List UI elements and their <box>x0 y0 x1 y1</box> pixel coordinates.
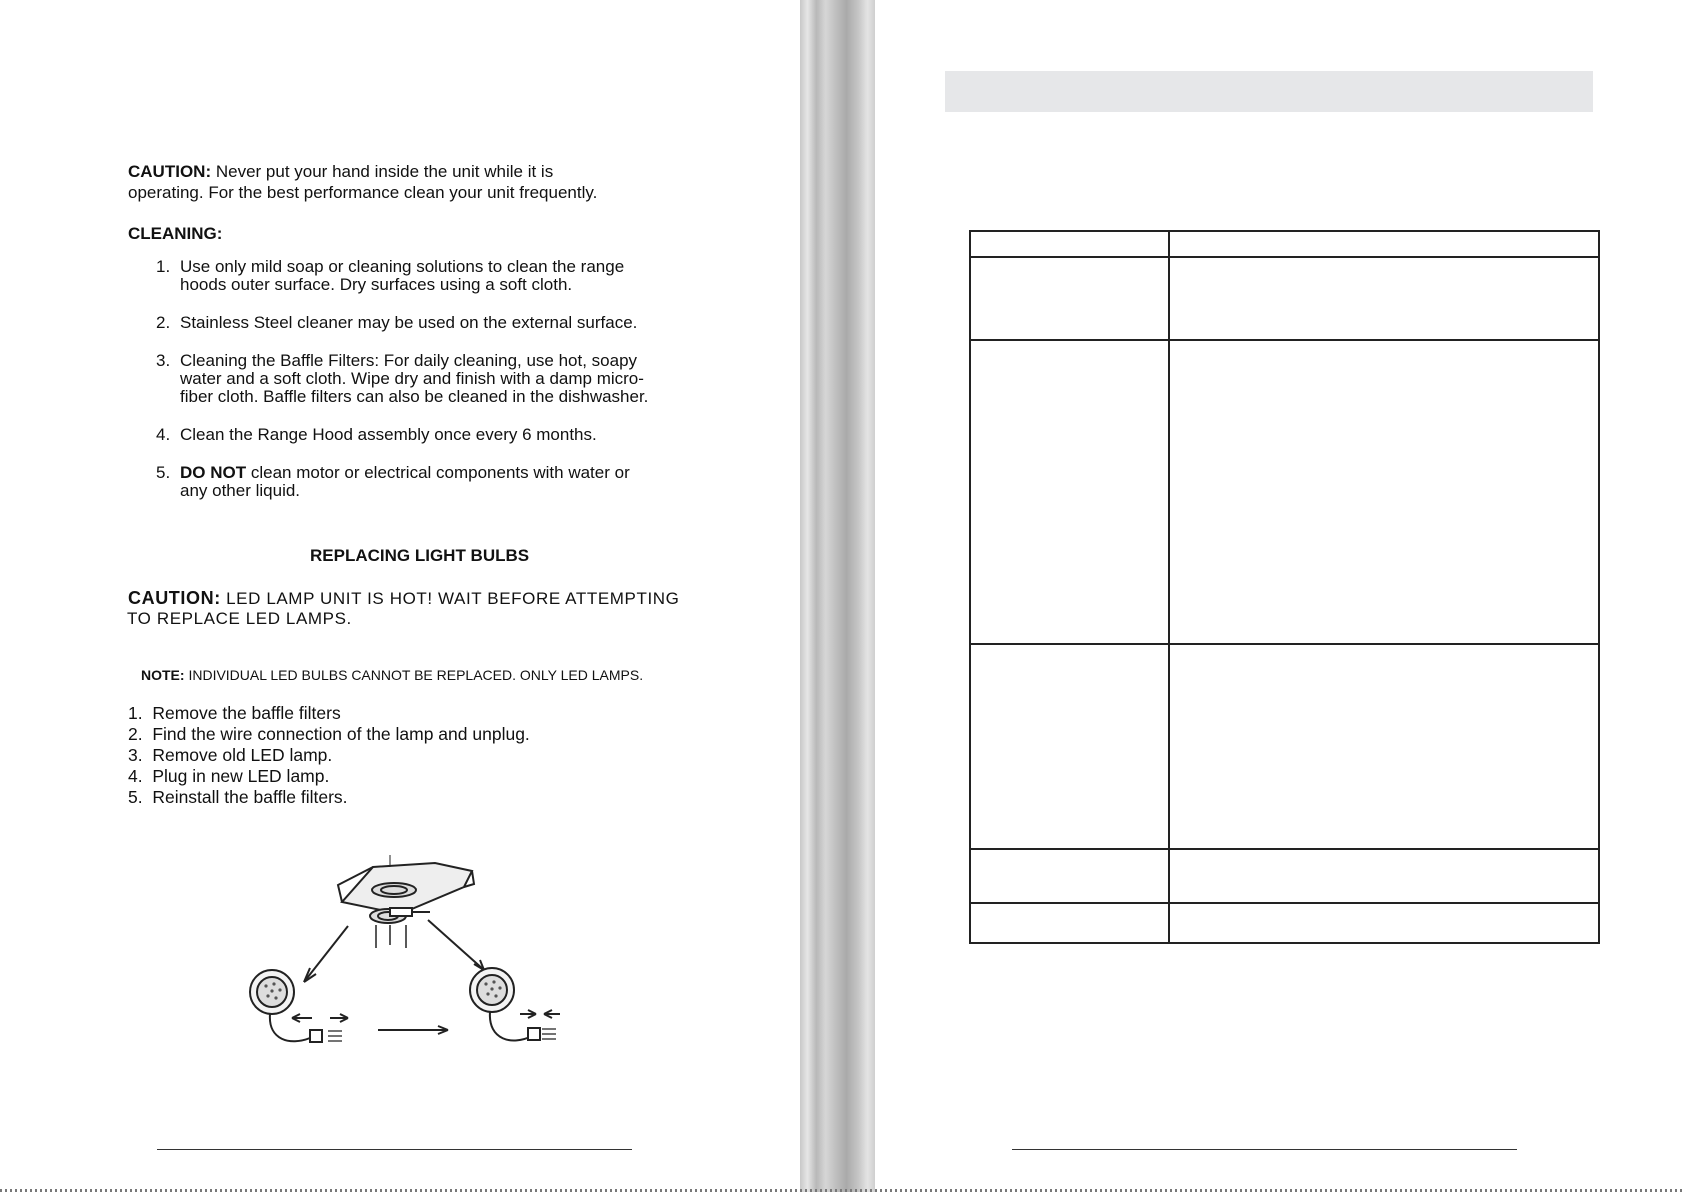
replace-step: 1. Remove the baffle filters <box>128 703 341 723</box>
cleaning-step-text: any other liquid. <box>180 481 301 500</box>
table-row <box>970 231 1599 257</box>
table-cell <box>1169 644 1599 849</box>
table-cell <box>1169 903 1599 943</box>
table-cell <box>970 340 1169 644</box>
note-label: NOTE: <box>141 667 185 683</box>
table-row <box>970 849 1599 903</box>
note-text: INDIVIDUAL LED BULBS CANNOT BE REPLACED. ONLY LED LAMPS. <box>188 667 644 683</box>
cleaning-step-text: Cleaning the Baffle Filters: For daily cleaning, use hot, soapy <box>180 351 638 370</box>
table-cell <box>970 231 1169 257</box>
left-footer-rule <box>157 1149 632 1150</box>
arrow-to-old-lamp <box>304 926 348 982</box>
caution-led-line-2: TO REPLACE LED LAMPS. <box>127 609 352 628</box>
bulbs-heading: REPLACING LIGHT BULBS <box>310 546 530 565</box>
hood-unit-illustration <box>338 855 474 948</box>
caution-paragraph <box>128 163 553 181</box>
cleaning-step-text: Clean the Range Hood assembly once every 6 months. <box>180 425 597 444</box>
table-cell <box>1169 340 1599 644</box>
cleaning-step-text: water and a soft cloth. Wipe dry and finish with a damp micro- <box>180 369 644 388</box>
replace-step: 2. Find the wire connection of the lamp and unplug. <box>128 724 530 744</box>
troubleshooting-table <box>969 230 1600 944</box>
cleaning-step-text: Stainless Steel cleaner may be used on the external surface. <box>180 313 638 332</box>
led-lamp-diagram <box>230 840 600 1060</box>
caution-label: CAUTION: <box>128 588 221 608</box>
right-footer-rule <box>1012 1149 1517 1150</box>
caution-line-2: operating. For the best performance clean your unit frequently. <box>128 183 598 202</box>
cleaning-heading: CLEANING: <box>128 224 223 243</box>
section-header-bar <box>945 71 1593 112</box>
table-row <box>970 903 1599 943</box>
do-not-label: DO NOT <box>180 463 247 482</box>
old-led-lamp-illustration <box>250 970 348 1042</box>
table-cell <box>970 644 1169 849</box>
caution-line-1: Never put your hand inside the unit while it is <box>215 162 554 181</box>
caution-led-paragraph <box>128 589 679 608</box>
table-cell <box>970 849 1169 903</box>
cleaning-step-num: 5. <box>156 463 171 482</box>
caution-led-line-1: LED LAMP UNIT IS HOT! WAIT BEFORE ATTEMPTING <box>226 589 680 608</box>
cleaning-step-text: hoods outer surface. Dry surfaces using a soft cloth. <box>180 275 573 294</box>
cleaning-step-line: clean motor or electrical components with water or <box>250 463 630 482</box>
cleaning-step-text: Use only mild soap or cleaning solutions to clean the range <box>180 257 625 276</box>
cleaning-step-num: 3. <box>156 351 171 370</box>
cleaning-step-text <box>180 464 630 482</box>
cleaning-step-num: 4. <box>156 425 171 444</box>
note <box>141 667 643 683</box>
caution-label: CAUTION: <box>128 162 212 181</box>
table-cell <box>1169 231 1599 257</box>
cleaning-step-num: 1. <box>156 257 171 276</box>
table-cell <box>970 257 1169 340</box>
table-row <box>970 340 1599 644</box>
table-cell <box>1169 849 1599 903</box>
table-row <box>970 257 1599 340</box>
table-row <box>970 644 1599 849</box>
new-led-lamp-illustration <box>470 968 560 1041</box>
table-cell <box>1169 257 1599 340</box>
replace-step: 4. Plug in new LED lamp. <box>128 766 330 786</box>
book-spine <box>800 0 875 1192</box>
replace-step: 5. Reinstall the baffle filters. <box>128 787 348 807</box>
cleaning-step-num: 2. <box>156 313 171 332</box>
replace-step: 3. Remove old LED lamp. <box>128 745 333 765</box>
cleaning-step-text: fiber cloth. Baffle filters can also be cleaned in the dishwasher. <box>180 387 649 406</box>
table-cell <box>970 903 1169 943</box>
arrow-to-new-lamp <box>428 920 484 970</box>
